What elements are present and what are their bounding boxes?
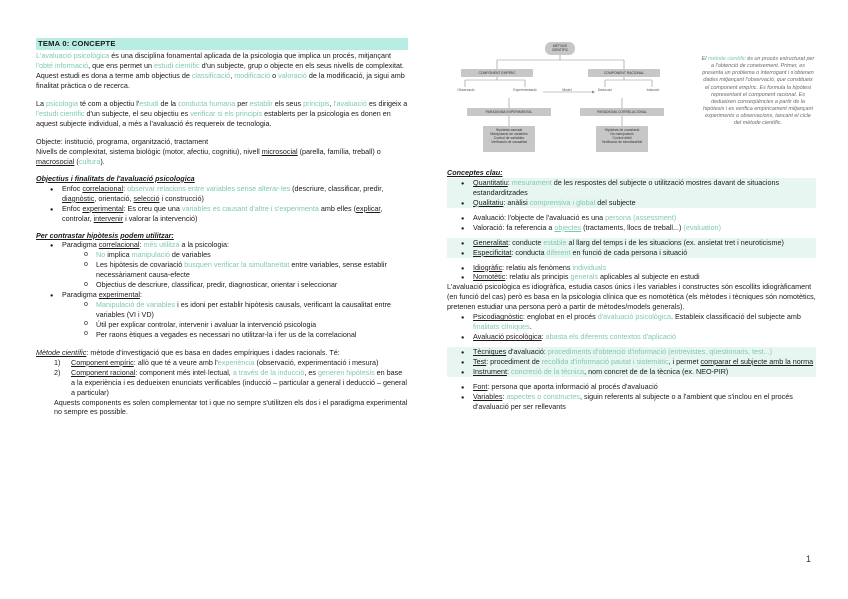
text-run: diagnòstic	[62, 193, 95, 203]
list-item	[84, 320, 408, 330]
list-item	[461, 312, 816, 332]
text-run: d'un subjecte, el seu objectiu es	[84, 109, 191, 119]
text-run: (evaluation)	[683, 222, 721, 232]
idiographic-paragraph: L'avaluació psicològica es idiogràfica, estudia casos únics i les variables i constructes són escollits idiogràficament (en funció del cas) però es basa en la psicologia clínica que es nomotètica (els mètodes i tècniques són nomotètics, pretenen estudiar una persona però a partir de mètodes/models generals).	[447, 282, 816, 312]
concepts-group-1	[461, 178, 816, 208]
concepts-group-6	[461, 347, 816, 377]
text-run: estable	[543, 237, 567, 247]
list-item	[50, 184, 408, 204]
list-item	[461, 332, 816, 342]
concepts-group-4	[461, 263, 816, 283]
list-item	[461, 272, 816, 282]
text-run: Avaluació: l'objecte de l'avaluació es una	[473, 212, 606, 222]
text-run: generals	[570, 272, 599, 282]
text-run: a la psicologia:	[179, 240, 230, 250]
text-run: comparar el subjecte amb la norma	[700, 356, 814, 366]
text-run: Font	[473, 381, 488, 391]
text-run: selecció	[133, 193, 160, 203]
text-run: , controlar,	[62, 203, 383, 223]
text-run: Mètode científic	[36, 347, 87, 357]
text-run: (parella, família, treball) o	[297, 146, 381, 156]
text-run: comprensiva i global	[529, 197, 596, 207]
list-item	[84, 260, 408, 280]
highlight-block	[447, 347, 816, 377]
text-run: , es	[304, 367, 318, 377]
text-run: :	[506, 366, 511, 376]
diagram-area	[447, 36, 816, 166]
text-run: mesurament	[511, 177, 552, 187]
text-run: , que ens permet un	[88, 61, 155, 71]
text-run: o	[270, 71, 279, 81]
key-concepts-heading: Conceptes clau:	[447, 168, 503, 177]
text-run: manipulació	[131, 250, 170, 260]
list-item	[54, 358, 408, 368]
text-run: Objectius de descriure, classificar, predir, diagnosticar, orientar i seleccionar	[96, 280, 338, 290]
text-run: per	[235, 99, 250, 109]
text-run: verificar si els principis	[190, 109, 263, 119]
text-run: : Es creu que una	[123, 203, 182, 213]
text-run: i valorar la intervenció)	[123, 213, 198, 223]
text-run: Idiogràfic	[473, 262, 503, 272]
text-run: establir	[249, 99, 273, 109]
list-item	[461, 392, 816, 412]
text-run: conducta humana	[178, 99, 236, 109]
empirical-node: COMPONENT EMPÍRIC	[461, 69, 533, 77]
text-run: La	[36, 99, 46, 109]
text-run: classificació	[191, 71, 231, 81]
text-run: : anàlisi	[503, 197, 530, 207]
text-run: de la	[158, 99, 179, 109]
text-run: , nom concret de de la tècnica (ex. NEO-PIR)	[584, 366, 729, 376]
hypotheses-heading: Per contrastar hipòtesis podem utilitzar:	[36, 230, 174, 240]
objectives-heading: Objectius i finalitats de l'avaluació psicologica	[36, 173, 195, 183]
text-run: Component empíric	[71, 357, 134, 367]
text-run: té com a objectiu l'	[77, 99, 140, 109]
text-run: és un procés estructurat per a l'obtenció de coneixement. Primer, es presenta un problema o interrogant i s'obtenen dades mitjançant l'observació, que constitueix el component empíric. Es formula la hipòtesi representant el component racional. Es dedueixen conseqüències a partir de la hipòtesis i es verifica empíricament mitjançant experiments o observacions, tancant el cicle del mètode científic.	[702, 56, 815, 127]
observation-label: Observació	[457, 88, 475, 92]
text-run: Instrument	[473, 366, 507, 376]
text-run: Qualitatiu	[473, 197, 504, 207]
list-item	[461, 347, 816, 357]
text-run: El	[701, 56, 708, 62]
text-run: persona	[605, 212, 632, 222]
text-run: ,	[230, 71, 235, 81]
text-run: busquen verificar la simultaneïtat	[184, 260, 290, 270]
deduction-label: Deducció	[597, 88, 613, 92]
text-run: estudi científic	[154, 61, 200, 71]
text-run: l'avaluació	[333, 99, 367, 109]
text-run: (descriure, classificar, predir,	[290, 183, 384, 193]
correlational-traits-node: Hipòtesis de covariació No manipulació Control dèbil Verificació de simultaneïtat	[596, 126, 648, 152]
text-run: establerts per la psicologia es donen en aquest subjecte individual, a més a l'avaluació és requereix de tecnologia.	[36, 109, 391, 129]
text-run: , i permet	[668, 356, 701, 366]
concepts-group-7	[461, 382, 816, 412]
text-run: procediments d'obtenció d'informació (entrevistes, qüestionaris, test...)	[547, 347, 772, 356]
list-item	[461, 238, 816, 248]
text-run: estudi	[139, 99, 159, 109]
text-run: Especificitat	[473, 247, 512, 257]
concepts-group-5	[461, 312, 816, 342]
list-item	[461, 223, 816, 233]
text-run: de variables	[169, 250, 211, 260]
psychology-paragraph	[36, 99, 408, 129]
text-run: en funció de cada persona i situació	[570, 247, 688, 257]
concepts-group-3	[461, 238, 816, 258]
text-run: : persona que aporta informació al procés d'avaluació	[487, 381, 658, 391]
objectives-list	[50, 184, 408, 224]
method-node: MÈTODE CIENTÍFIC	[545, 42, 575, 55]
text-run: abasta els diferents contextos d'aplicació	[545, 332, 677, 342]
text-run: experimental	[98, 290, 140, 300]
list-item	[50, 204, 408, 224]
text-run: Variables	[473, 391, 503, 401]
text-run: correlacional	[98, 240, 140, 250]
text-run: Aquest estudi es dona a terme amb objectius de	[36, 71, 192, 81]
text-run: :	[507, 177, 512, 187]
text-run: Per raons ètiques a vegades es necessari no utilitzar-la i fer us de la correlacional	[96, 329, 357, 339]
induction-label: Inducció	[646, 88, 660, 92]
intro-paragraph	[36, 51, 408, 71]
text-run: en base a la experiència i es dedueixen enunciats verificables (inducció – particular a general i deducció – general a particular)	[71, 367, 408, 397]
text-run: de la modificació, ja sigui amb finalitat pràctica o de recerca.	[36, 71, 405, 91]
text-run: Paradigma	[62, 240, 99, 250]
text-run: (observació, experimentació i mesura)	[254, 357, 379, 367]
experimentation-label: Experimentació	[513, 88, 537, 92]
list-item	[84, 300, 408, 320]
text-run: :	[123, 183, 128, 193]
text-run: implica	[105, 250, 132, 260]
text-run: Valoració: fa referencia a	[473, 222, 555, 232]
method-components-list	[54, 358, 408, 398]
list-item	[84, 330, 408, 340]
text-run: entre variables, sense establir necessàriament causa-efecte	[96, 260, 387, 280]
text-run: Psicodiagnòstic	[473, 312, 523, 322]
experimental-sublist	[84, 300, 408, 340]
text-run: d'un subjecte, grup o objecte en els seus nivells de complexitat.	[199, 61, 404, 71]
list-item	[50, 240, 408, 290]
list-item	[461, 213, 816, 223]
item-number: 2)	[54, 367, 61, 377]
left-column	[36, 38, 408, 417]
text-run: Quantitatiu	[473, 177, 508, 187]
text-run: (	[74, 156, 79, 166]
text-run: correlacional	[82, 183, 124, 193]
object-line: Objecte: institució, programa, organització, tractament	[36, 137, 209, 147]
text-run: : mètode d'investigació que es basa en dades empíriques i dades racionals. Té:	[86, 347, 340, 357]
text-run: valoració	[278, 71, 307, 81]
text-run: experimental	[82, 203, 124, 213]
text-run: d'avaluació:	[506, 347, 548, 356]
text-run: : allò que té a veure amb l'	[133, 357, 218, 367]
text-run: Tècniques	[473, 347, 507, 356]
text-run: es dirigeix a	[366, 99, 408, 109]
page-title: TEMA 0: CONCEPTE	[36, 38, 408, 50]
text-run: : conducta	[511, 247, 547, 257]
right-column	[447, 36, 816, 412]
concepts-group-2	[461, 213, 816, 233]
text-run: No	[96, 250, 106, 260]
text-run: macrosocial	[36, 156, 75, 166]
text-run: generen hipòtesis	[317, 367, 375, 377]
text-run: Test	[473, 356, 487, 366]
page-number: 1	[806, 554, 812, 564]
text-run: diferent	[546, 247, 571, 257]
text-run: :	[541, 332, 546, 342]
text-run: modificació	[234, 71, 271, 81]
text-run: : procediment de	[486, 356, 542, 366]
text-run: Paradigma	[62, 290, 99, 300]
text-run: recollida d'informació pautat i sistemàtic	[541, 356, 669, 366]
text-run: (tractaments, llocs de treball...)	[581, 222, 684, 232]
text-run: d'avaluació psicològica	[597, 312, 671, 322]
text-run: de les respostes del subjecte o utilització mostres davant de situacions estandarditzades	[473, 177, 780, 197]
text-run: :	[502, 391, 507, 401]
text-run: , siguin referents al subjecte o a l'ambient que s'inclou en el procés d'avaluació per ser rellevants	[473, 391, 793, 411]
text-run: Manipulació de variables	[96, 300, 176, 310]
text-run: .	[529, 322, 532, 332]
text-run: microsocial	[261, 146, 298, 156]
text-run: mètode científic	[707, 56, 746, 62]
text-run: (assessment)	[633, 212, 677, 222]
text-run: : conducte	[508, 237, 544, 247]
correlational-sublist	[84, 250, 408, 290]
text-run: experiència	[217, 357, 255, 367]
list-item	[461, 367, 816, 377]
text-run: objectes	[554, 222, 582, 232]
text-run: :	[139, 290, 142, 300]
diagram-caption	[701, 56, 815, 127]
text-run: aplicables al subjecte en estudi	[598, 272, 700, 282]
text-run: , orientació,	[94, 193, 134, 203]
text-run: amb elles (	[318, 203, 357, 213]
model-label: Model	[562, 88, 572, 92]
method-closing-paragraph: Aquests components es solen complementar tot i que no sempre s'utilitzen els dos i el paradigma experimental no sempre es possible.	[54, 397, 408, 417]
list-item	[461, 382, 816, 392]
text-run: Les hipòtesis de covariació	[96, 260, 185, 270]
rational-node: COMPONENT RACIONAL	[588, 69, 660, 77]
text-run: : englobat en el procés	[522, 312, 598, 322]
text-run: . Estableix classificació del subjecte amb	[670, 312, 801, 322]
list-item	[461, 357, 816, 367]
text-run: principis	[303, 99, 330, 109]
list-item	[461, 198, 816, 208]
experimental-paradigm-node: PARADIGMA EXPERIMENTAL	[467, 108, 551, 116]
text-run: Enfoc	[62, 203, 83, 213]
text-run: ,	[329, 99, 334, 109]
text-run: : component més intel·lectual,	[135, 367, 233, 377]
text-run: l'obté informació	[36, 61, 89, 71]
text-run: : relatiu als principis	[505, 272, 571, 282]
highlight-block	[447, 178, 816, 208]
text-run: l'estudi científic	[36, 109, 85, 119]
experimental-paradigm-label	[62, 290, 142, 299]
text-run: és una disciplina fonamental aplicada de la psicologia que implica un procés, mitjançant	[109, 51, 391, 61]
text-run: Enfoc	[62, 183, 83, 193]
intro-paragraph-2	[36, 71, 408, 91]
text-run: intervenir	[93, 213, 124, 223]
text-run: a través de la inducció	[232, 367, 305, 377]
text-run: psicologia	[46, 99, 78, 109]
scientific-method-diagram	[447, 36, 687, 156]
text-run: del subjecte	[595, 197, 636, 207]
text-run: Nomotètic	[473, 272, 506, 282]
list-item	[461, 178, 816, 198]
highlight-block	[447, 238, 816, 258]
scientific-method-heading	[36, 348, 408, 358]
experimental-traits-node: Hipòtesis causals Manipulació de variables Control de variables Verificació de causalitat	[483, 126, 535, 152]
text-run: finalitats clíniques	[473, 322, 530, 332]
text-run: Component racional	[71, 367, 136, 377]
text-run: variables es causant d'altre i s'experimenta	[181, 203, 319, 213]
text-run: Útil per explicar controlar, intervenir i avaluar la intervenció psicologia	[96, 319, 317, 329]
paradigm-list	[50, 240, 408, 339]
text-run: més utilitza	[143, 240, 180, 250]
text-run: al llarg del temps i de les situacions (ex. ansietat tret i neuroticisme)	[566, 237, 784, 247]
text-run: els seus	[272, 99, 304, 109]
text-run: i es idoni per establir hipòtesis causals, verificant la causalitat entre variables (VI i VD)	[96, 300, 391, 320]
text-run: i construcció)	[159, 193, 204, 203]
text-run: ).	[100, 156, 105, 166]
text-run: individuals	[572, 262, 607, 272]
item-number: 1)	[54, 357, 61, 367]
correlational-paradigm-label	[62, 240, 229, 249]
text-run: :	[139, 240, 144, 250]
text-run: cultura	[78, 156, 101, 166]
text-run: Avaluació psicològica	[473, 332, 542, 342]
levels-paragraph	[36, 147, 408, 167]
text-run: concreció de la tècnica	[510, 366, 585, 376]
text-run: : relatiu als fenòmens	[502, 262, 573, 272]
correlational-paradigm-node: PARADIGMA CORRELACIONAL	[580, 108, 664, 116]
list-item	[84, 280, 408, 290]
text-run: observar relacions entre variables sense alterar-les	[127, 183, 291, 193]
list-item	[461, 248, 816, 258]
text-run: L'avaluació psicològica	[36, 51, 110, 61]
list-item	[50, 290, 408, 340]
list-item	[84, 250, 408, 260]
list-item	[54, 368, 408, 398]
text-run: Generalitat	[473, 237, 509, 247]
text-run: explicar	[356, 203, 381, 213]
list-item	[461, 263, 816, 273]
text-run: Nivells de complexitat, sistema biològic (motor, afectiu, cognitiu), nivell	[36, 146, 262, 156]
text-run: aspectes o constructes	[506, 391, 580, 401]
